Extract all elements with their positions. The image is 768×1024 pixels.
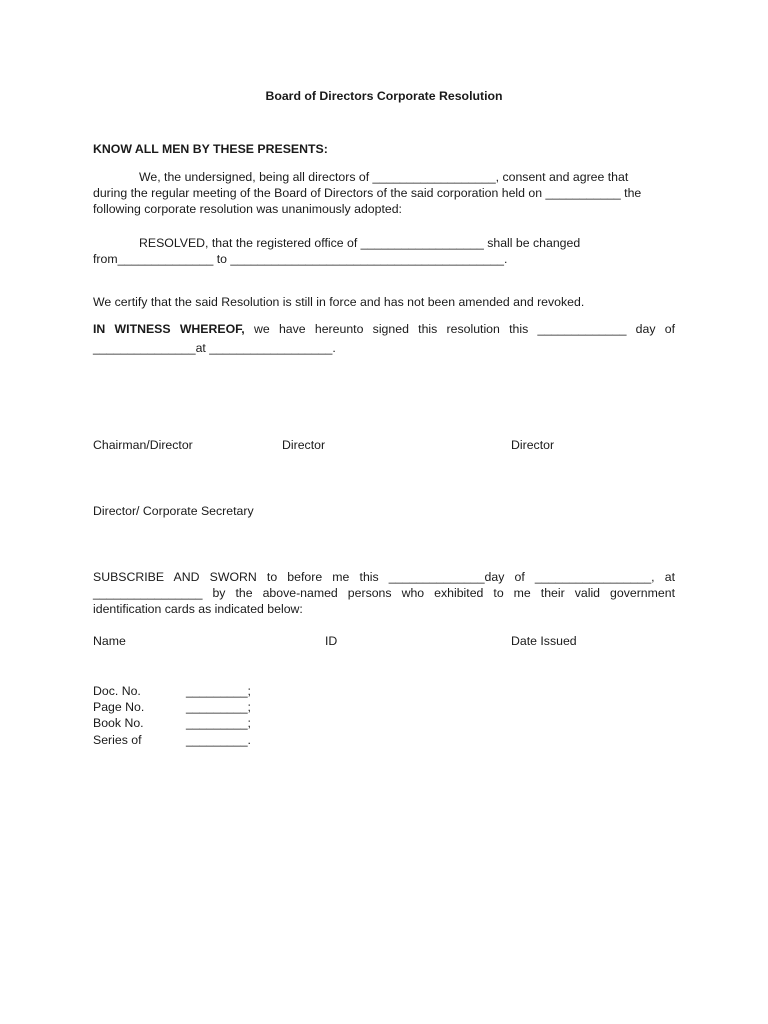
notary-label: Page No.: [93, 700, 145, 714]
table-header-id: ID: [325, 634, 338, 648]
notary-label: Series of: [93, 733, 142, 747]
signature-chairman: Chairman/Director: [93, 438, 193, 452]
sworn-line: SUBSCRIBE AND SWORN to before me this ______________day of _________________, at: [93, 570, 675, 584]
resolution-line: RESOLVED, that the registered office of __________________ shall be changed: [139, 236, 581, 250]
notary-value: _________;: [186, 716, 251, 730]
paragraph-line: following corporate resolution was unanimously adopted:: [93, 202, 402, 216]
notary-value: _________;: [186, 684, 251, 698]
notary-label: Doc. No.: [93, 684, 141, 698]
paragraph-line: We, the undersigned, being all directors of __________________, consent and agree that: [139, 170, 629, 184]
paragraph-line: during the regular meeting of the Board of Directors of the said corporation held on ___________ the: [93, 186, 642, 200]
notary-value: _________.: [186, 733, 251, 747]
signature-director: Director: [282, 438, 326, 452]
opening-heading: KNOW ALL MEN BY THESE PRESENTS:: [93, 142, 328, 156]
sworn-line: ________________ by the above-named persons who exhibited to me their valid government: [93, 586, 675, 600]
witness-line: [93, 321, 675, 337]
document-title: Board of Directors Corporate Resolution: [265, 89, 503, 103]
table-header-name: Name: [93, 634, 126, 648]
witness-heading: IN WITNESS WHEREOF,: [93, 322, 245, 336]
table-header-date-issued: Date Issued: [511, 634, 577, 648]
resolution-line: from______________ to ________________________________________.: [93, 252, 508, 266]
sworn-line: identification cards as indicated below:: [93, 602, 303, 616]
signature-director: Director: [511, 438, 555, 452]
signature-secretary: Director/ Corporate Secretary: [93, 504, 254, 518]
notary-value: _________;: [186, 700, 251, 714]
notary-label: Book No.: [93, 716, 144, 730]
witness-text: we have hereunto signed this resolution this _____________ day of: [244, 322, 675, 336]
certification-statement: We certify that the said Resolution is still in force and has not been amended and revoked.: [93, 295, 585, 309]
witness-line: _______________at __________________.: [93, 341, 336, 355]
